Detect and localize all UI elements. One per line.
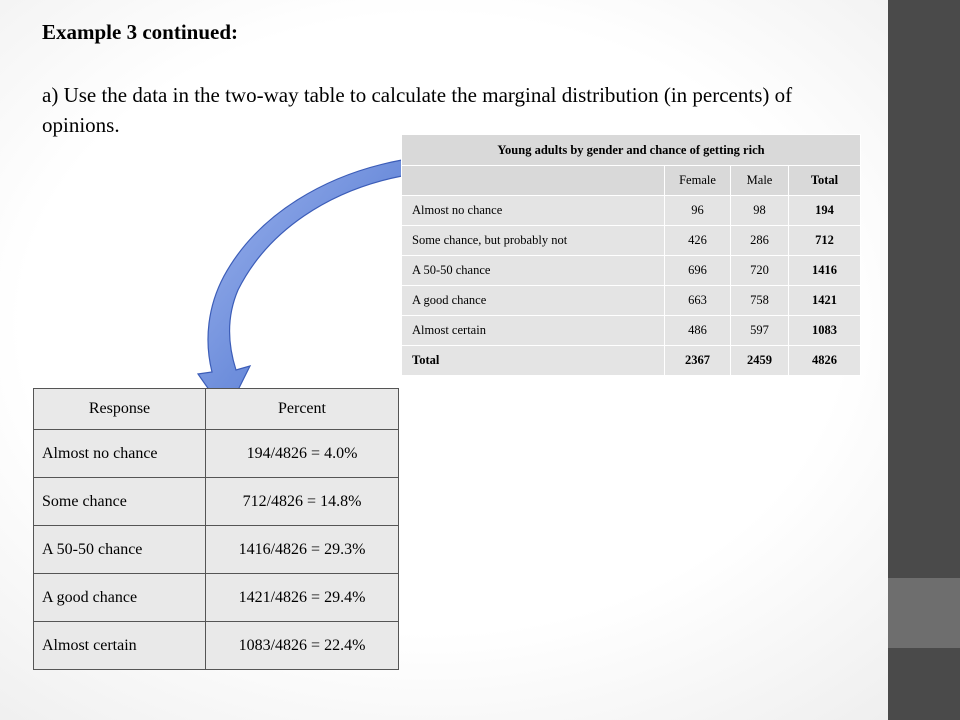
two-way-table (401, 134, 861, 376)
total-row-label: Total (402, 346, 665, 376)
percent-header: Percent (206, 389, 399, 430)
female-cell: 696 (665, 256, 731, 286)
percent-table (33, 388, 399, 670)
row-label: A 50-50 chance (402, 256, 665, 286)
table-row (402, 316, 861, 346)
percent-cell: 1083/4826 = 22.4% (206, 622, 399, 670)
percent-cell: 712/4826 = 14.8% (206, 478, 399, 526)
response-cell: Almost no chance (34, 430, 206, 478)
table-total-row (402, 346, 861, 376)
male-total-cell: 2459 (731, 346, 789, 376)
slide-prompt: a) Use the data in the two-way table to calculate the marginal distribution (in percents) of opinions. (42, 83, 793, 137)
table-row (402, 226, 861, 256)
row-label: Some chance, but probably not (402, 226, 665, 256)
grand-total-cell: 4826 (789, 346, 861, 376)
slide-heading: Example 3 continued: (42, 20, 239, 44)
male-cell: 597 (731, 316, 789, 346)
response-cell: A 50-50 chance (34, 526, 206, 574)
percent-row (34, 478, 399, 526)
percent-row (34, 526, 399, 574)
column-header-blank (402, 166, 665, 196)
percent-cell: 1416/4826 = 29.3% (206, 526, 399, 574)
total-cell: 712 (789, 226, 861, 256)
female-cell: 96 (665, 196, 731, 226)
male-cell: 758 (731, 286, 789, 316)
table-caption-row (402, 135, 861, 166)
row-label: Almost certain (402, 316, 665, 346)
total-cell: 1083 (789, 316, 861, 346)
column-header-total: Total (789, 166, 861, 196)
column-header-female: Female (665, 166, 731, 196)
female-cell: 486 (665, 316, 731, 346)
percent-row (34, 430, 399, 478)
row-label: Almost no chance (402, 196, 665, 226)
female-cell: 663 (665, 286, 731, 316)
column-header-male: Male (731, 166, 789, 196)
percent-cell: 1421/4826 = 29.4% (206, 574, 399, 622)
total-cell: 1416 (789, 256, 861, 286)
percent-row (34, 622, 399, 670)
table-row (402, 256, 861, 286)
male-cell: 720 (731, 256, 789, 286)
table-caption: Young adults by gender and chance of getting rich (402, 135, 861, 166)
response-cell: Some chance (34, 478, 206, 526)
total-cell: 1421 (789, 286, 861, 316)
female-total-cell: 2367 (665, 346, 731, 376)
table-row (402, 196, 861, 226)
female-cell: 426 (665, 226, 731, 256)
row-label: A good chance (402, 286, 665, 316)
response-cell: Almost certain (34, 622, 206, 670)
male-cell: 286 (731, 226, 789, 256)
male-cell: 98 (731, 196, 789, 226)
percent-header-row (34, 389, 399, 430)
table-header-row (402, 166, 861, 196)
percent-cell: 194/4826 = 4.0% (206, 430, 399, 478)
total-cell: 194 (789, 196, 861, 226)
response-header: Response (34, 389, 206, 430)
response-cell: A good chance (34, 574, 206, 622)
table-row (402, 286, 861, 316)
percent-row (34, 574, 399, 622)
